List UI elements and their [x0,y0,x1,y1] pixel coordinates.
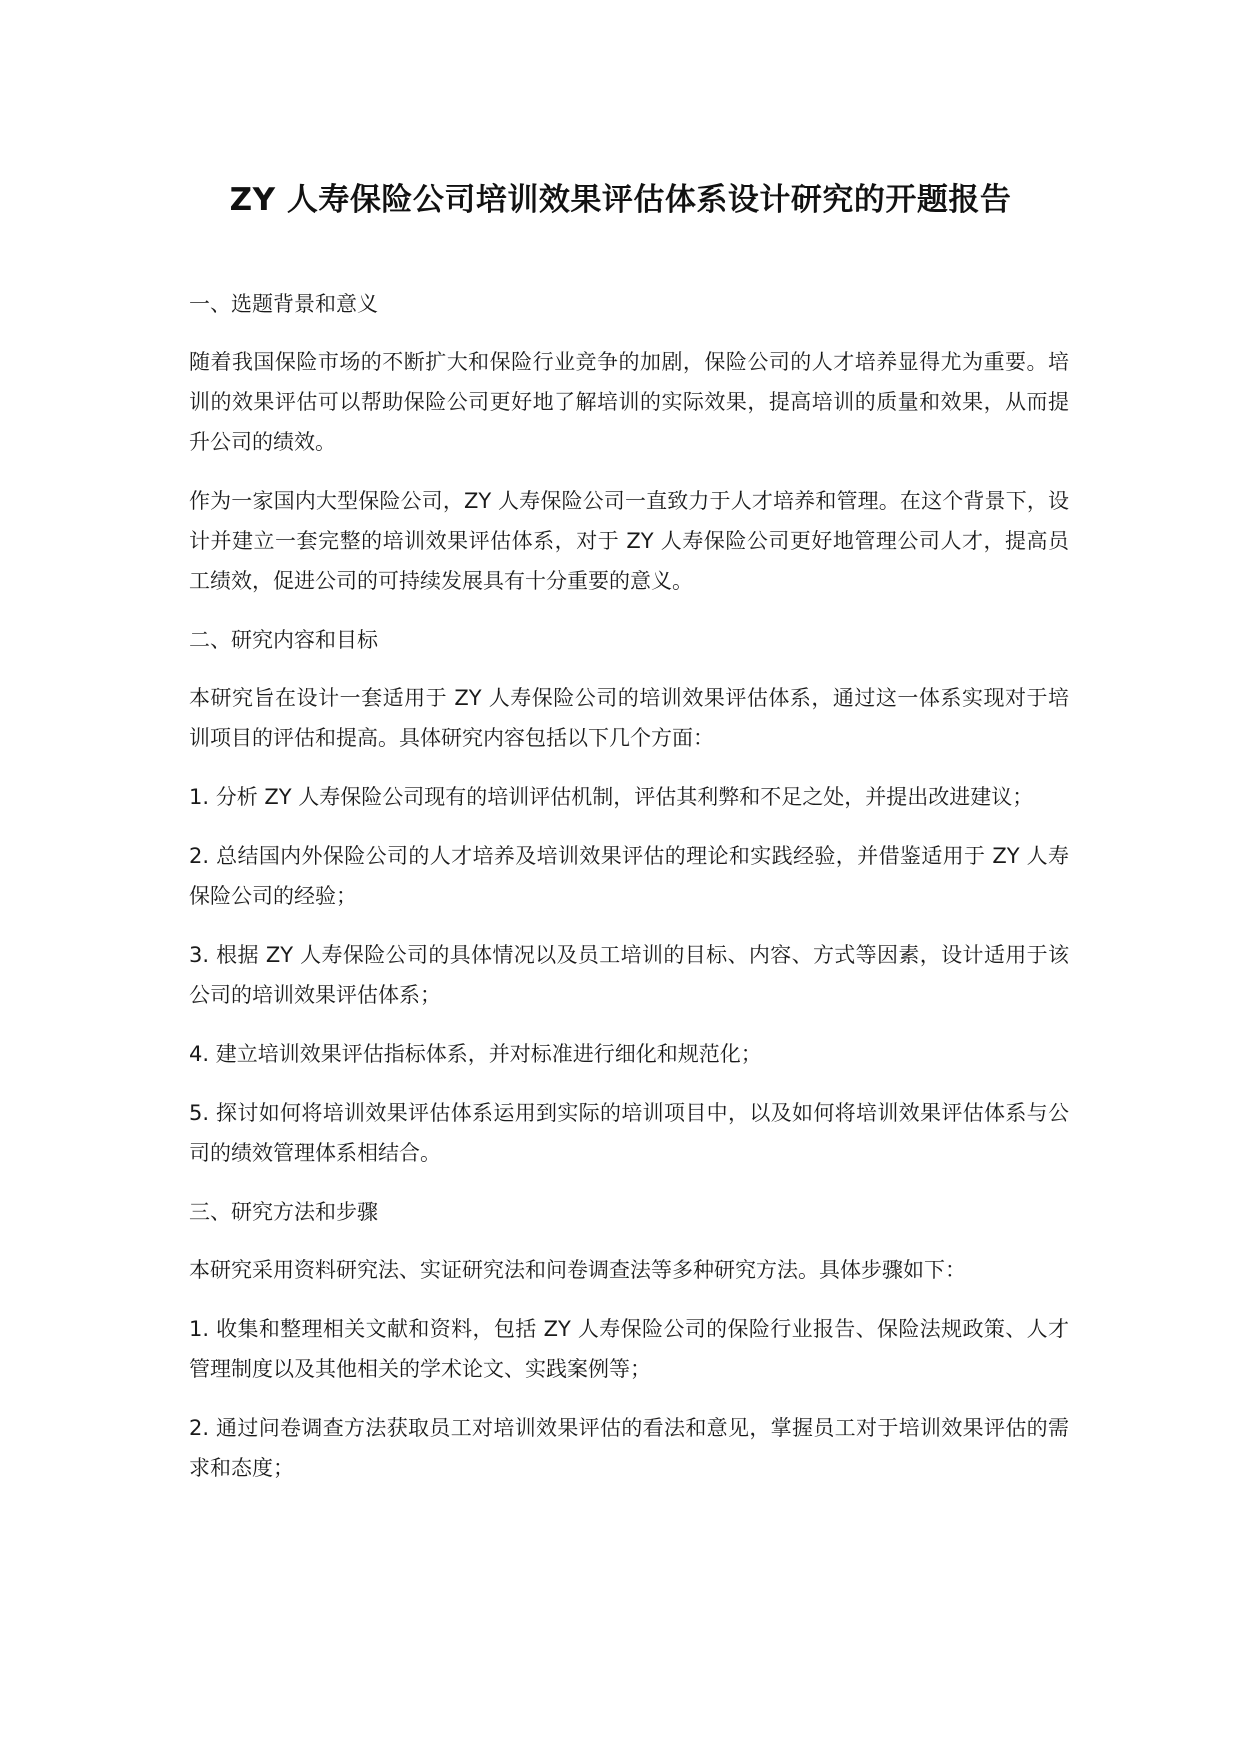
list-item: 2. 通过问卷调查方法获取员工对培训效果评估的看法和意见，掌握员工对于培训效果评估的需求和态度； [189,1416,1069,1480]
list-item: 2. 总结国内外保险公司的人才培养及培训效果评估的理论和实践经验，并借鉴适用于 ZY 人寿保险公司的经验； [189,844,1069,908]
list-item: 5. 探讨如何将培训效果评估体系运用到实际的培训项目中，以及如何将培训效果评估体系与公司的绩效管理体系相结合。 [189,1101,1069,1165]
document-title: ZY 人寿保险公司培训效果评估体系设计研究的开题报告 [229,182,1012,218]
paragraph: 本研究旨在设计一套适用于 ZY 人寿保险公司的培训效果评估体系，通过这一体系实现对于培训项目的评估和提高。具体研究内容包括以下几个方面： [189,686,1069,750]
paragraph: 随着我国保险市场的不断扩大和保险行业竞争的加剧，保险公司的人才培养显得尤为重要。培训的效果评估可以帮助保险公司更好地了解培训的实际效果，提高培训的质量和效果，从而提升公司的绩效。 [189,350,1069,454]
list-item: 3. 根据 ZY 人寿保险公司的具体情况以及员工培训的目标、内容、方式等因素，设计适用于该公司的培训效果评估体系； [189,943,1069,1007]
paragraph: 本研究采用资料研究法、实证研究法和问卷调查法等多种研究方法。具体步骤如下： [189,1258,966,1282]
section-heading: 三、研究方法和步骤 [189,1200,378,1224]
paragraph: 作为一家国内大型保险公司，ZY 人寿保险公司一直致力于人才培养和管理。在这个背景下，设计并建立一套完整的培训效果评估体系，对于 ZY 人寿保险公司更好地管理公司人才，提高员工绩效，促进公司的可持续发展具有十分重要的意义。 [189,489,1069,593]
list-item: 1. 收集和整理相关文献和资料，包括 ZY 人寿保险公司的保险行业报告、保险法规政策、人才管理制度以及其他相关的学术论文、实践案例等； [189,1317,1069,1381]
section-heading: 一、选题背景和意义 [189,292,378,316]
section-heading: 二、研究内容和目标 [189,628,378,652]
list-item: 1. 分析 ZY 人寿保险公司现有的培训评估机制，评估其利弊和不足之处，并提出改进建议； [189,785,1034,809]
list-item: 4. 建立培训效果评估指标体系，并对标准进行细化和规范化； [189,1042,762,1066]
document-body [189,284,1069,1507]
